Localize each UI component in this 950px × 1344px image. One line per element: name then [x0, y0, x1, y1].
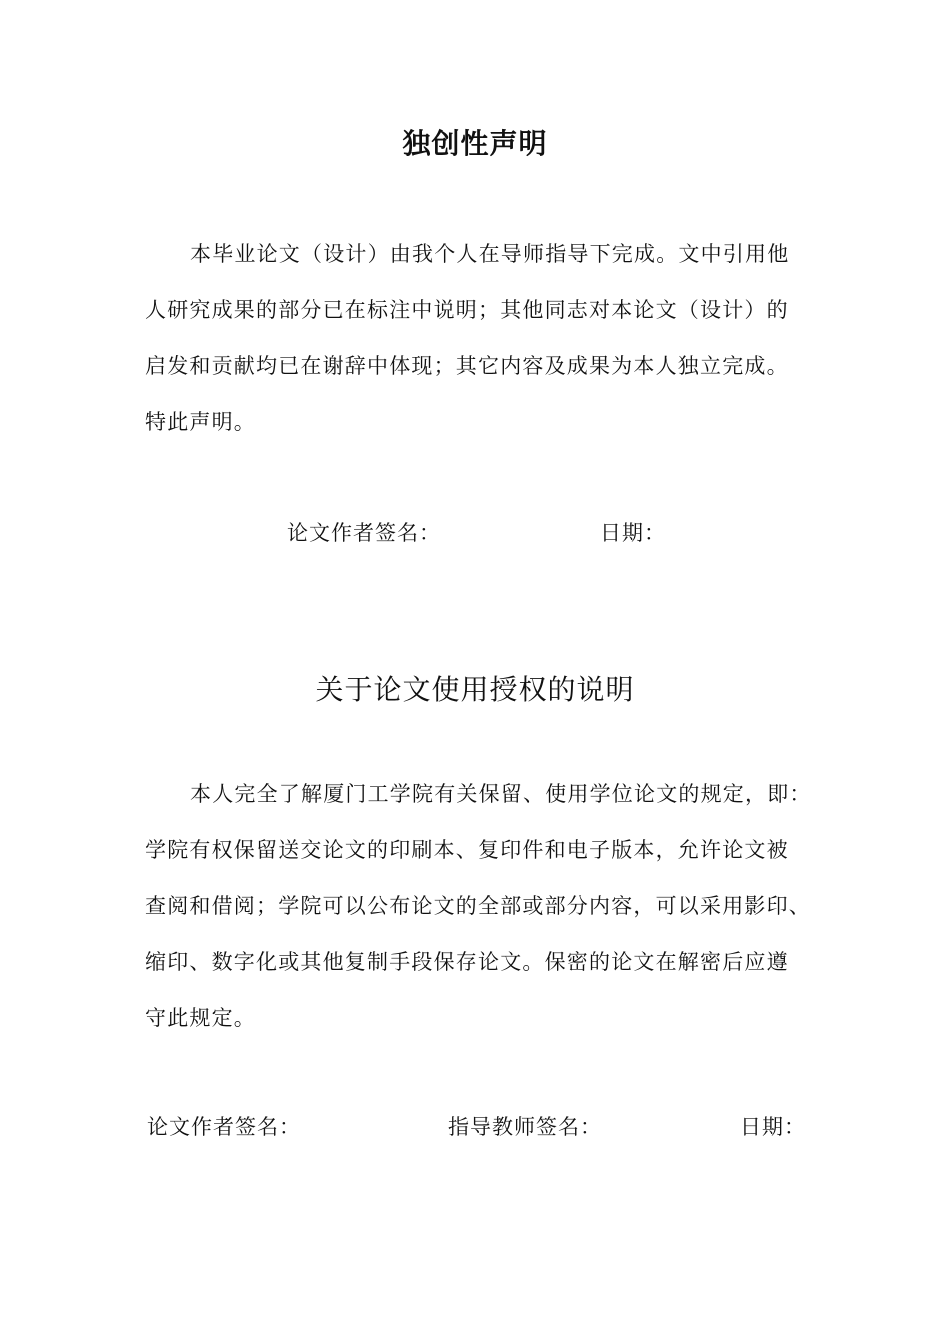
authorization-line-1: 本人完全了解厦门工学院有关保留、使用学位论文的规定，即：: [190, 782, 812, 806]
declaration-line-3: 启发和贡献均已在谢辞中体现；其它内容及成果为本人独立完成。: [145, 354, 789, 378]
declaration-author-signature-label: 论文作者签名：: [287, 521, 441, 545]
authorization-author-signature-label: 论文作者签名：: [147, 1115, 301, 1139]
authorization-line-4: 缩印、数字化或其他复制手段保存论文。保密的论文在解密后应遵: [145, 950, 789, 974]
authorization-advisor-signature-label: 指导教师签名：: [448, 1115, 602, 1139]
declaration-line-2: 人研究成果的部分已在标注中说明；其他同志对本论文（设计）的: [145, 298, 789, 322]
authorization-title: 关于论文使用授权的说明: [315, 673, 635, 706]
declaration-line-1: 本毕业论文（设计）由我个人在导师指导下完成。文中引用他: [190, 242, 790, 266]
authorization-date-label: 日期：: [740, 1115, 806, 1139]
authorization-line-3: 查阅和借阅；学院可以公布论文的全部或部分内容，可以采用影印、: [145, 894, 811, 918]
declaration-line-4: 特此声明。: [145, 410, 256, 434]
authorization-line-2: 学院有权保留送交论文的印刷本、复印件和电子版本，允许论文被: [145, 838, 789, 862]
declaration-date-label: 日期：: [600, 521, 666, 545]
authorization-line-5: 守此规定。: [145, 1006, 256, 1030]
declaration-title: 独创性声明: [402, 127, 548, 160]
